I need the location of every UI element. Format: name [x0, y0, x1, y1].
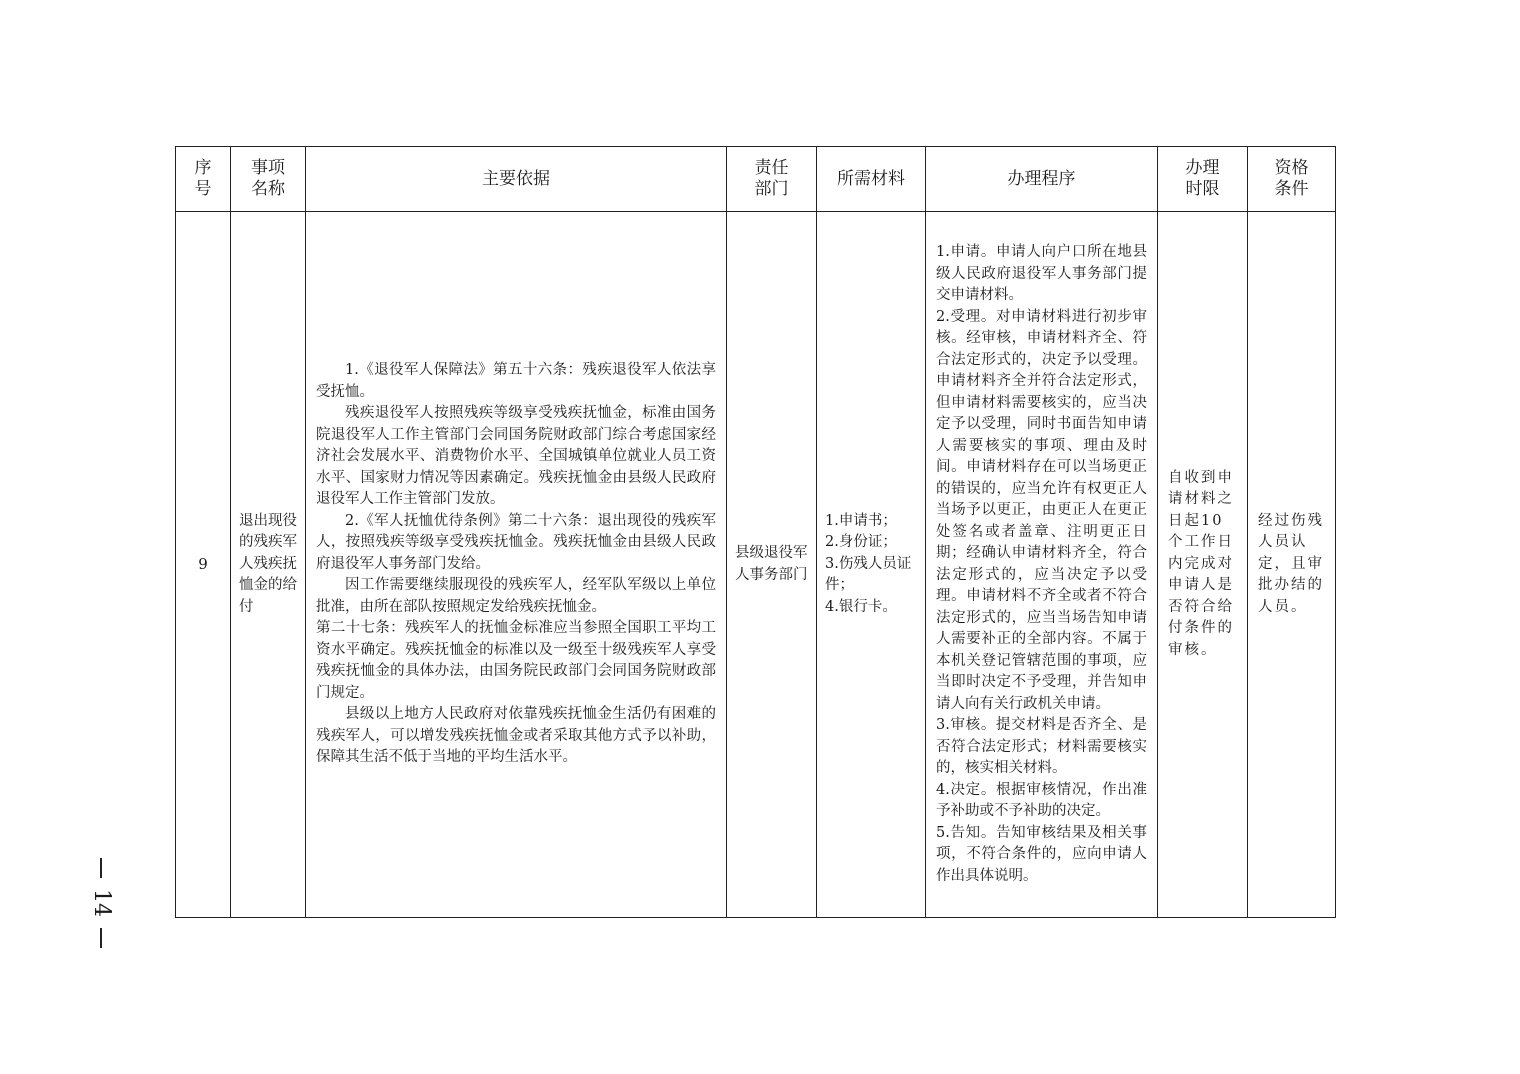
row-basis: [306, 212, 727, 918]
basis-paragraph: 第二十七条：残疾军人的抚恤金标准应当参照全国职工平均工资水平确定。残疾抚恤金的标准以及一级至十级残疾军人享受残疾抚恤金的具体办法，由国务院民政部门会同国务院财政部门规定。: [316, 620, 716, 701]
header-time-limit-label: 办理时限: [1185, 158, 1220, 199]
procedure-step: 1.申请。申请人向户口所在地县级人民政府退役军人事务部门提交申请材料。: [936, 244, 1147, 303]
header-name: [231, 147, 306, 212]
procedure-step: 4.决定。根据审核情况，作出准予补助或不予补助的决定。: [936, 781, 1147, 819]
basis-paragraph: 2.《军人抚恤优待条例》第二十六条：退出现役的残疾军人，按照残疾等级享受残疾抚恤金。残疾抚恤金由县级人民政府退役军人事务部门发给。: [316, 512, 716, 572]
service-table: [175, 146, 1336, 918]
page-number-text: 14: [89, 889, 114, 917]
row-time-limit: 自收到申请材料之日起10个工作日内完成对申请人是否符合给付条件的审核。: [1158, 212, 1248, 918]
basis-paragraph: 因工作需要继续服现役的残疾军人，经军队军级以上单位批准，由所在部队按照规定发给残疾抚恤金。: [316, 577, 716, 615]
header-dept: [727, 147, 817, 212]
page-number-dash-bottom: [100, 928, 101, 948]
header-qualification-label: 资格条件: [1274, 158, 1309, 199]
basis-paragraph: 县级以上地方人民政府对依靠残疾抚恤金生活仍有困难的残疾军人，可以增发残疾抚恤金或者采取其他方式予以补助，保障其生活不低于当地的平均生活水平。: [316, 706, 716, 766]
procedure-step: 2.受理。对申请材料进行初步审核。经审核，申请材料齐全、符合法定形式的，决定予以受理。申请材料齐全并符合法定形式，但申请材料需要核实的，应当决定予以受理，同时书面告知申请人需要核实的事项、理由及时间。申请材料存在可以当场更正的错误的，应当允许有权更正人当场予以更正，由更正人在更正处签名或者盖章、注明更正日期；经确认申请材料齐全，符合法定形式的，应当决定予以受理。申请材料不齐全或者不符合法定形式的，应当当场告知申请人需要补正的全部内容。不属于本机关登记管辖范围的事项，应当即时决定不予受理，并告知申请人向有关行政机关申请。: [936, 308, 1147, 712]
header-procedure: [926, 147, 1158, 212]
header-row: [176, 147, 1336, 212]
header-seq: [176, 147, 231, 212]
row-department: 县级退役军人事务部门: [727, 212, 817, 918]
basis-paragraph: 1.《退役军人保障法》第五十六条：残疾退役军人依法享受抚恤。: [316, 362, 716, 400]
page-number-dash-top: [100, 858, 101, 878]
procedure-step: 3.审核。提交材料是否齐全、是否符合法定形式；材料需要核实的，核实相关材料。: [936, 717, 1147, 776]
header-basis-label: 主要依据: [482, 168, 550, 189]
header-basis: [306, 147, 727, 212]
row-qualification: 经过伤残人员认定，且审批办结的人员。: [1248, 212, 1336, 918]
material-item: 1.申请书；: [825, 512, 897, 529]
material-item: 3.伤残人员证件；: [825, 555, 912, 594]
header-time-limit: [1158, 147, 1248, 212]
table-row: [176, 212, 1336, 918]
header-name-label: 事项名称: [251, 158, 285, 199]
row-seq: 9: [176, 212, 231, 918]
header-dept-label: 责任部门: [754, 158, 789, 199]
material-item: 2.身份证；: [825, 534, 897, 551]
header-seq-label: 序号: [194, 158, 212, 199]
material-item: 4.银行卡。: [825, 598, 897, 615]
row-materials: [817, 212, 926, 918]
header-procedure-label: 办理程序: [1007, 168, 1076, 189]
page-number: [86, 858, 116, 958]
row-item-name: 退出现役的残疾军人残疾抚恤金的给付: [231, 212, 306, 918]
row-procedure: [926, 212, 1158, 918]
procedure-step: 5.告知。告知审核结果及相关事项，不符合条件的，应向申请人作出具体说明。: [936, 824, 1147, 884]
header-qualification: [1248, 147, 1336, 212]
basis-paragraph: 残疾退役军人按照残疾等级享受残疾抚恤金，标准由国务院退役军人工作主管部门会同国务院财政部门综合考虑国家经济社会发展水平、消费物价水平、全国城镇单位就业人员工资水平、国家财力情况等因素确定。残疾抚恤金由县级人民政府退役军人工作主管部门发放。: [316, 405, 716, 508]
header-materials-label: 所需材料: [837, 168, 905, 189]
header-materials: [817, 147, 926, 212]
